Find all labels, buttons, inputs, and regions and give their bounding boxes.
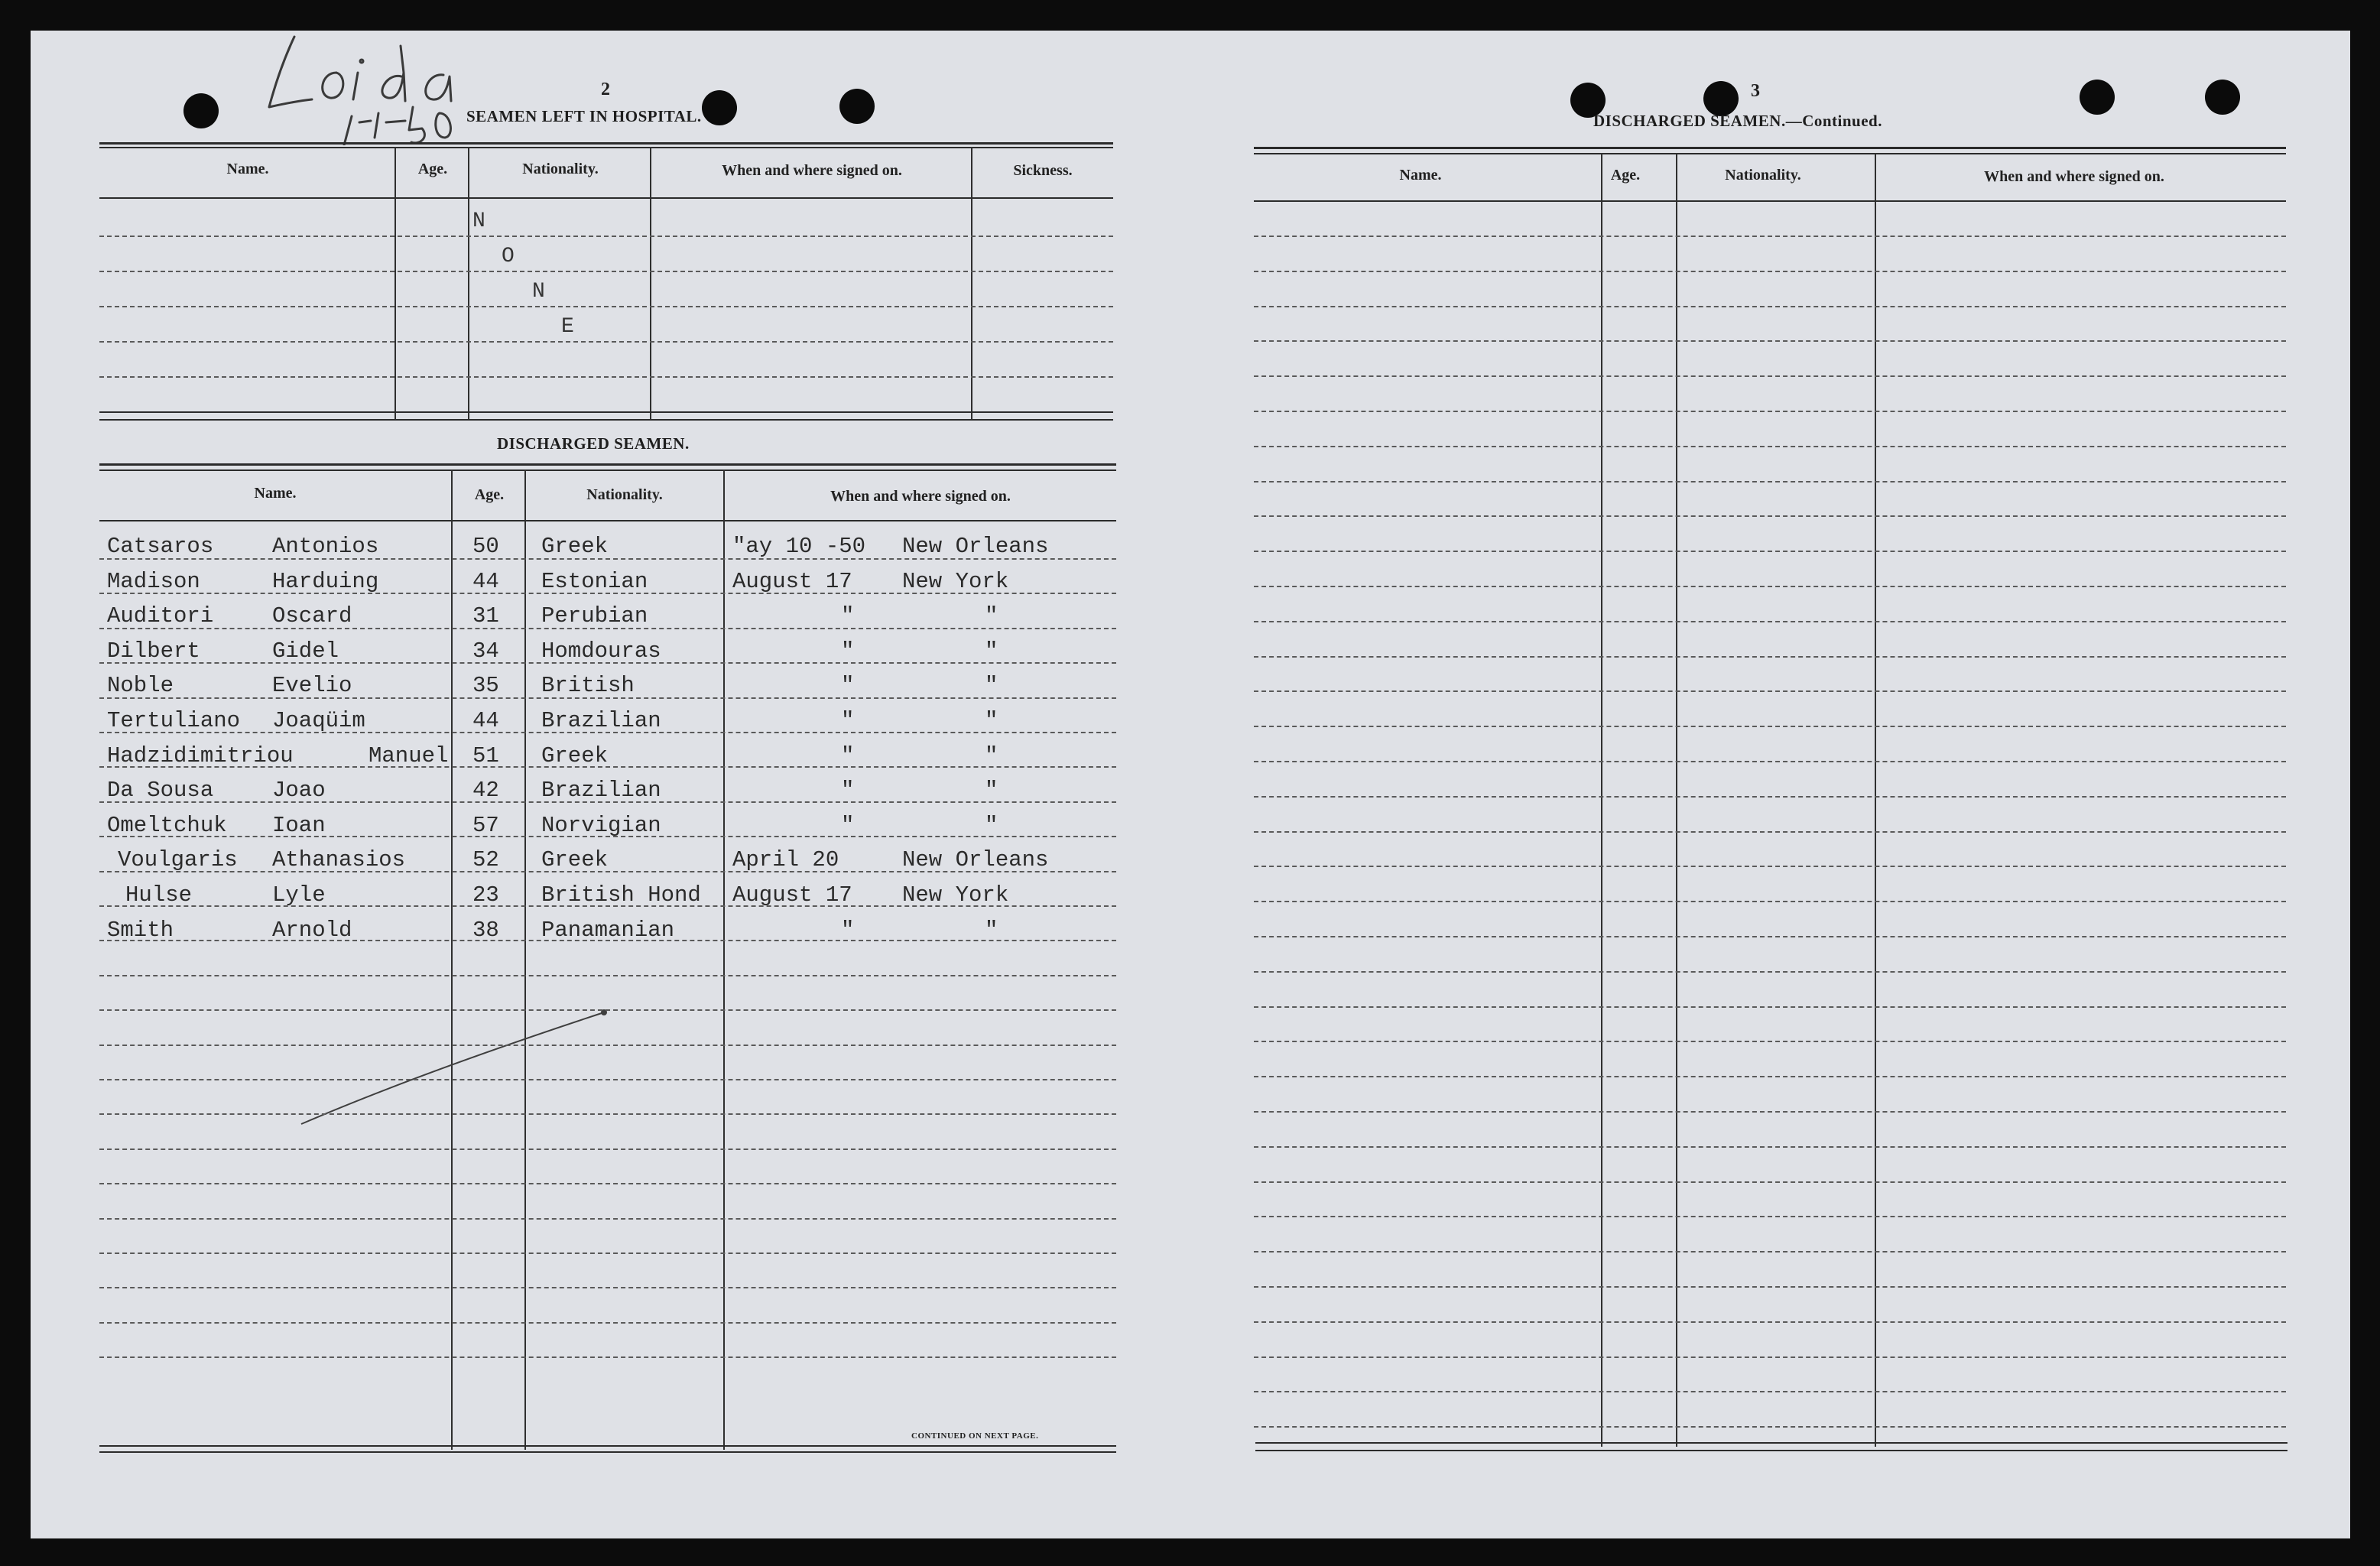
cell-date: "ay 10 -50 [732,534,866,559]
cell-date: " [841,638,855,664]
cell-nationality: Estonian [541,569,648,594]
table-row [31,810,1124,840]
table-bottom-rule [99,419,1113,421]
ruled-line [1254,236,2286,237]
table-row [31,740,1124,771]
ruled-line [99,1009,1116,1011]
ruled-line [1254,971,2286,973]
cell-given: Joaqüim [272,708,365,733]
table-top-rule [99,463,1116,466]
cell-given: Manuel [369,743,449,768]
col-header-age: Age. [417,161,448,177]
ruled-line [1254,1041,2286,1042]
ruled-line [1254,1286,2286,1288]
cell-nationality: Perubian [541,603,648,629]
col-header-signed-on: When and where signed on. [722,162,902,179]
binder-hole [183,93,219,128]
ruled-line [99,1149,1116,1150]
header-bottom-rule [99,197,1113,199]
ruled-line [1254,796,2286,798]
table-row [31,600,1124,631]
cell-date: " [841,743,855,768]
cell-age: 51 [472,743,499,768]
table-row [31,775,1124,805]
table-bottom-rule [99,1445,1116,1447]
cell-surname: Da Sousa [107,778,214,803]
table-top-rule [99,142,1113,145]
cell-surname: Hadzidimitriou [107,743,294,768]
table-bottom-rule [99,411,1113,413]
pencil-mark [298,979,619,1132]
ruled-line [1254,1181,2286,1183]
ruled-line [1254,375,2286,377]
header-bottom-rule [99,520,1116,521]
cell-date: " [841,918,855,943]
cell-date: August 17 [732,569,852,594]
ruled-line [99,1252,1116,1254]
cell-age: 31 [472,603,499,629]
cell-surname: Voulgaris [118,847,238,872]
table-row [31,635,1124,666]
cell-date: " [841,778,855,803]
cell-given: Joao [272,778,326,803]
cell-nationality: Brazilian [541,778,661,803]
cell-nationality: Norvigian [541,813,661,838]
none-letter: N [532,280,545,304]
ruled-line [99,341,1113,343]
cell-nationality: Panamanian [541,918,675,943]
col-header-name: Name. [1399,167,1442,184]
table-row [31,844,1124,875]
ruled-line [1254,656,2286,658]
column-divider [468,147,469,419]
cell-surname: Hulse [125,882,193,908]
ruled-line [99,376,1113,378]
table-bottom-rule [1255,1450,2287,1451]
ruled-line [1254,306,2286,307]
ruled-line [1254,1356,2286,1358]
ruled-line [1254,761,2286,762]
cell-given: Arnold [272,918,352,943]
ruled-line [99,1183,1116,1184]
col-header-age: Age. [474,486,505,503]
cell-port: " [985,778,998,803]
col-header-nationality: Nationality. [522,161,599,177]
table-row [31,670,1124,700]
cell-date: April 20 [732,847,839,872]
table-bottom-rule [1255,1442,2287,1444]
col-header-age: Age. [1610,167,1641,184]
ruled-line [1254,1146,2286,1148]
none-letter: O [502,245,515,268]
ruled-line [99,271,1113,272]
cell-date: " [841,673,855,698]
table-row [31,705,1124,736]
cell-age: 44 [472,569,499,594]
ruled-line [99,1287,1116,1288]
table-bottom-rule [99,1451,1116,1453]
ruled-line [1254,446,2286,447]
hospital-title: SEAMEN LEFT IN HOSPITAL. [466,107,702,125]
cell-port: " [985,638,998,664]
cell-surname: Omeltchuk [107,813,227,838]
table-top-rule [1254,147,2286,149]
ruled-line [99,975,1116,976]
ruled-line [99,306,1113,307]
col-header-signed-on: When and where signed on. [1984,168,2164,185]
cell-age: 38 [472,918,499,943]
none-letter: N [472,210,485,233]
cell-given: Harduing [272,569,379,594]
document-sheet [31,31,2350,1538]
cell-date: " [841,603,855,629]
ruled-line [1254,1076,2286,1077]
ruled-line [1254,831,2286,833]
cell-date: " [841,708,855,733]
col-header-nationality: Nationality. [586,486,663,503]
col-header-name: Name. [254,485,297,502]
cell-surname: Dilbert [107,638,200,664]
column-divider [1875,153,1876,1447]
ruled-line [1254,551,2286,552]
column-divider [1676,153,1677,1447]
cell-age: 57 [472,813,499,838]
ruled-line [1254,340,2286,342]
col-header-sickness: Sickness. [1013,162,1073,179]
cell-port: " [985,813,998,838]
binder-hole [839,89,875,124]
ruled-line [1254,481,2286,482]
cell-given: Athanasios [272,847,406,872]
cell-given: Lyle [272,882,326,908]
cell-port: New York [902,569,1009,594]
ruled-line [99,1079,1116,1080]
cell-given: Antonios [272,534,379,559]
table-top-rule [1254,153,2286,154]
cell-port: " [985,918,998,943]
cell-port: " [985,603,998,629]
ruled-line [99,1113,1116,1115]
ruled-line [1254,690,2286,692]
none-letter: E [561,315,574,339]
cell-surname: Auditori [107,603,214,629]
cell-age: 35 [472,673,499,698]
cell-date: " [841,813,855,838]
ruled-line [1254,1391,2286,1392]
binder-hole [2205,80,2240,115]
ruled-line [99,1218,1116,1220]
cell-port: " [985,673,998,698]
page-number: 3 [1751,81,1760,101]
ruled-line [1254,1426,2286,1428]
binder-hole [2080,80,2115,115]
ruled-line [1254,411,2286,412]
cell-surname: Catsaros [107,534,214,559]
ruled-line [1254,866,2286,867]
column-divider [1601,153,1602,1447]
ruled-line [1254,586,2286,587]
discharged-title: DISCHARGED SEAMEN. [497,434,690,453]
cell-given: Gidel [272,638,339,664]
cell-age: 34 [472,638,499,664]
cell-age: 44 [472,708,499,733]
cell-nationality: British [541,673,635,698]
ruled-line [1254,1006,2286,1008]
cell-age: 42 [472,778,499,803]
cell-given: Evelio [272,673,352,698]
ruled-line [99,236,1113,237]
cell-nationality: Greek [541,847,609,872]
header-bottom-rule [1254,200,2286,202]
table-top-rule [99,147,1113,148]
ruled-line [1254,515,2286,517]
cell-nationality: Homdouras [541,638,661,664]
ruled-line [1254,1111,2286,1113]
col-header-name: Name. [226,161,269,177]
ruled-line [1254,901,2286,902]
cell-date: August 17 [732,882,852,908]
handwritten-annotation [222,31,589,145]
ruled-line [99,1322,1116,1324]
ruled-line [1254,936,2286,937]
discharged-continued-title: DISCHARGED SEAMEN.—Continued. [1593,112,1882,130]
table-row [31,915,1124,945]
cell-age: 50 [472,534,499,559]
col-header-signed-on: When and where signed on. [830,488,1011,505]
ruled-line [99,1045,1116,1046]
continued-note: CONTINUED ON NEXT PAGE. [911,1431,1039,1441]
page-number: 2 [601,80,610,99]
ruled-line [99,1356,1116,1358]
cell-nationality: British Hond [541,882,701,908]
cell-surname: Noble [107,673,174,698]
binder-hole [702,90,737,125]
column-divider [395,147,396,419]
cell-surname: Madison [107,569,200,594]
ruled-line [1254,1251,2286,1252]
column-divider [971,147,972,419]
cell-port: New Orleans [902,847,1049,872]
cell-given: Ioan [272,813,326,838]
ruled-line [1254,271,2286,272]
table-row [31,879,1124,910]
ruled-line [1254,1216,2286,1217]
table-row [31,531,1124,561]
cell-port: New York [902,882,1009,908]
cell-nationality: Greek [541,534,609,559]
cell-surname: Tertuliano [107,708,241,733]
table-row [31,566,1124,596]
cell-age: 52 [472,847,499,872]
ruled-line [1254,1321,2286,1323]
ruled-line [1254,621,2286,622]
ruled-line [1254,726,2286,727]
cell-nationality: Greek [541,743,609,768]
cell-age: 23 [472,882,499,908]
cell-surname: Smith [107,918,174,943]
col-header-nationality: Nationality. [1725,167,1801,184]
cell-port: " [985,743,998,768]
cell-port: New Orleans [902,534,1049,559]
cell-given: Oscard [272,603,352,629]
column-divider [650,147,651,419]
table-top-rule [99,469,1116,471]
cell-nationality: Brazilian [541,708,661,733]
cell-port: " [985,708,998,733]
